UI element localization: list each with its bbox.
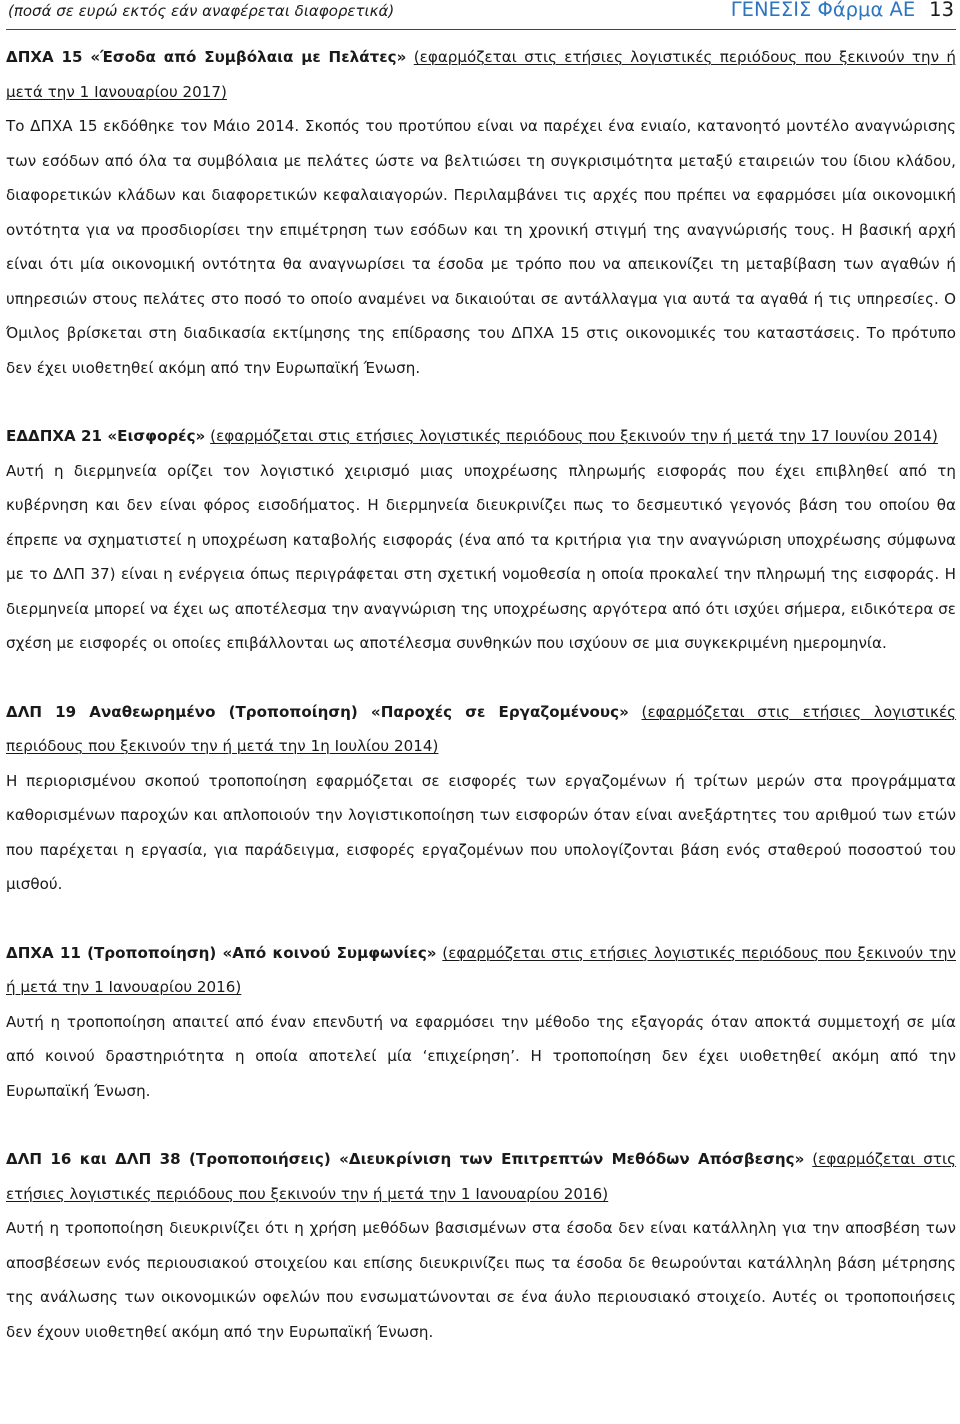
company-name: ΓΕΝΕΣΙΣ Φάρμα ΑΕ <box>730 0 916 21</box>
section-ias19 <box>6 695 956 902</box>
section-ifrs15 <box>6 40 956 385</box>
section-title: ΔΛΠ 19 Αναθεωρημένο (Τροποποίηση) «Παροχές σε Εργαζομένους» <box>6 702 629 721</box>
section-effective-date: (εφαρμόζεται στις ετήσιες λογιστικές περιόδους που ξεκινούν την ή μετά την 17 Ιουνίου 2014) <box>210 427 938 445</box>
section-title: ΔΛΠ 16 και ΔΛΠ 38 (Τροποποιήσεις) «Διευκρίνιση των Επιτρεπτών Μεθόδων Απόσβεσης» <box>6 1150 805 1168</box>
section-body: Αυτή η τροποποίηση διευκρινίζει ότι η χρήση μεθόδων βασισμένων στα έσοδα δεν είναι κατάλληλη για την αποσβέση των αποσβέσεων ενός περιουσιακού στοιχείου και επίσης διευκρινίζει πως τα έσοδα δε θεωρούνται κατάλληλη βάση μέτρησης της ανάλωσης των οικονομικών οφελών που ενσωματώνονται σε ένα άυλο περιουσιακό στοιχείο. Αυτές οι τροποποιήσεις δεν έχουν υιοθετηθεί ακόμη από την Ευρωπαϊκή Ένωση. <box>6 1219 956 1341</box>
section-heading <box>6 936 956 1005</box>
page-header <box>6 0 956 30</box>
section-heading <box>6 1142 956 1211</box>
section-heading <box>6 695 956 764</box>
section-ifric21 <box>6 419 956 661</box>
section-heading <box>6 40 956 109</box>
section-body: Αυτή η διερμηνεία ορίζει τον λογιστικό χειρισμό μιας υποχρέωσης πληρωμής εισφοράς που έχει επιβληθεί από τη κυβέρνηση και δεν είναι φόρος εισοδήματος. Η διερμηνεία διευκρινίζει πως το δεσμευτικό γεγονός βάση του οποίου θα έπρεπε να σχηματιστεί η υποχρέωση καταβολής εισφοράς (ένα από τα κριτήρια για την αναγνώριση υποχρέωσης σύμφωνα με το ΔΛΠ 37) είναι η ενέργεια όπως περιγράφεται στη σχετική νομοθεσία η οποία προκαλεί την πληρωμή της εισφοράς. Η διερμηνεία μπορεί να έχει ως αποτέλεσμα την αναγνώριση της υποχρέωσης αργότερα από ότι ισχύει σήμερα, ειδικότερα σε σχέση με εισφορές οι οποίες επιβάλλονται ως αποτέλεσμα συνθηκών που ισχύουν σε μια συγκεκριμένη ημερομηνία. <box>6 461 956 652</box>
section-body: Η περιορισμένου σκοπού τροποποίηση εφαρμόζεται σε εισφορές των εργαζομένων ή τρίτων μερών στα προγράμματα καθορισμένων παροχών και απλοποιούν την λογιστικοποίηση των εισφορών όταν είναι ανεξάρτητες του αριθμού των ετών που παρέχεται η εργασία, για παράδειγμα, εισφορές εργαζομένων που υπολογίζονται βάση ενός σταθερού ποσοστού του μισθού. <box>6 771 956 893</box>
section-ifrs11 <box>6 936 956 1109</box>
section-body: Το ΔΠΧΑ 15 εκδόθηκε τον Μάιο 2014. Σκοπός του προτύπου είναι να παρέχει ένα ενιαίο, κατανοητό μοντέλο αναγνώρισης των εσόδων από όλα τα συμβόλαια με πελάτες ώστε να βελτιώσει τη συγκρισιμότητα μεταξύ εταιρειών του ίδιου κλάδου, διαφορετικών κλάδων και διαφορετικών κεφαλαιαγορών. Περιλαμβάνει τις αρχές που πρέπει να εφαρμόσει μία οικονομική οντότητα για να προσδιορίσει την επιμέτρηση των εσόδων και τη χρονική στιγμή της αναγνώρισής τους. Η βασική αρχή είναι ότι μία οικονομική οντότητα θα αναγνωρίσει τα έσοδα με τρόπο που να απεικονίζει τη μεταβίβαση των αγαθών ή υπηρεσιών στους πελάτες στο ποσό το οποίο αναμένει να δικαιούται σε αντάλλαγμα για αυτά τα αγαθά ή τις υπηρεσίες. Ο Όμιλος βρίσκεται στη διαδικασία εκτίμησης της επίδρασης του ΔΠΧΑ 15 στις οικονομικές του καταστάσεις. Το πρότυπο δεν έχει υιοθετηθεί ακόμη από την Ευρωπαϊκή Ένωση. <box>6 117 956 377</box>
section-effective-date: (εφαρμόζεται στις ετήσιες λογιστικές περιόδους που ξεκινούν την ή μετά την 1η Ιουλίου 2014) <box>6 702 957 755</box>
section-title: ΔΠΧΑ 11 (Τροποποίηση) «Από κοινού Συμφωνίες» <box>6 943 437 962</box>
section-effective-date: (εφαρμόζεται στις ετήσιες λογιστικές περιόδους που ξεκινούν την ή μετά την 1 Ιανουαρίου 2016) <box>6 943 956 996</box>
section-ias16-ias38 <box>6 1142 956 1349</box>
header-right <box>731 0 954 21</box>
section-title: ΕΔΔΠΧΑ 21 «Εισφορές» <box>6 427 206 445</box>
document-page <box>6 0 956 1424</box>
section-effective-date: (εφαρμόζεται στις ετήσιες λογιστικές περιόδους που ξεκινούν την ή μετά την 1 Ιανουαρίου 2016) <box>6 1150 956 1203</box>
section-effective-date: (εφαρμόζεται στις ετήσιες λογιστικές περιόδους που ξεκινούν την ή μετά την 1 Ιανουαρίου 2017) <box>6 48 956 101</box>
section-heading <box>6 419 956 454</box>
section-body: Αυτή η τροποποίηση απαιτεί από έναν επενδυτή να εφαρμόσει την μέθοδο της εξαγοράς όταν αποκτά συμμετοχή σε μία από κοινού δραστηριότητα η οποία αποτελεί μία ‘επιχείρηση’. Η τροποποίηση δεν έχει υιοθετηθεί ακόμη από την Ευρωπαϊκή Ένωση. <box>6 1012 956 1100</box>
section-title: ΔΠΧΑ 15 «Έσοδα από Συμβόλαια με Πελάτες» <box>6 48 407 66</box>
page-number: 13 <box>929 0 954 21</box>
currency-note: (ποσά σε ευρώ εκτός εάν αναφέρεται διαφορετικά) <box>8 2 395 20</box>
